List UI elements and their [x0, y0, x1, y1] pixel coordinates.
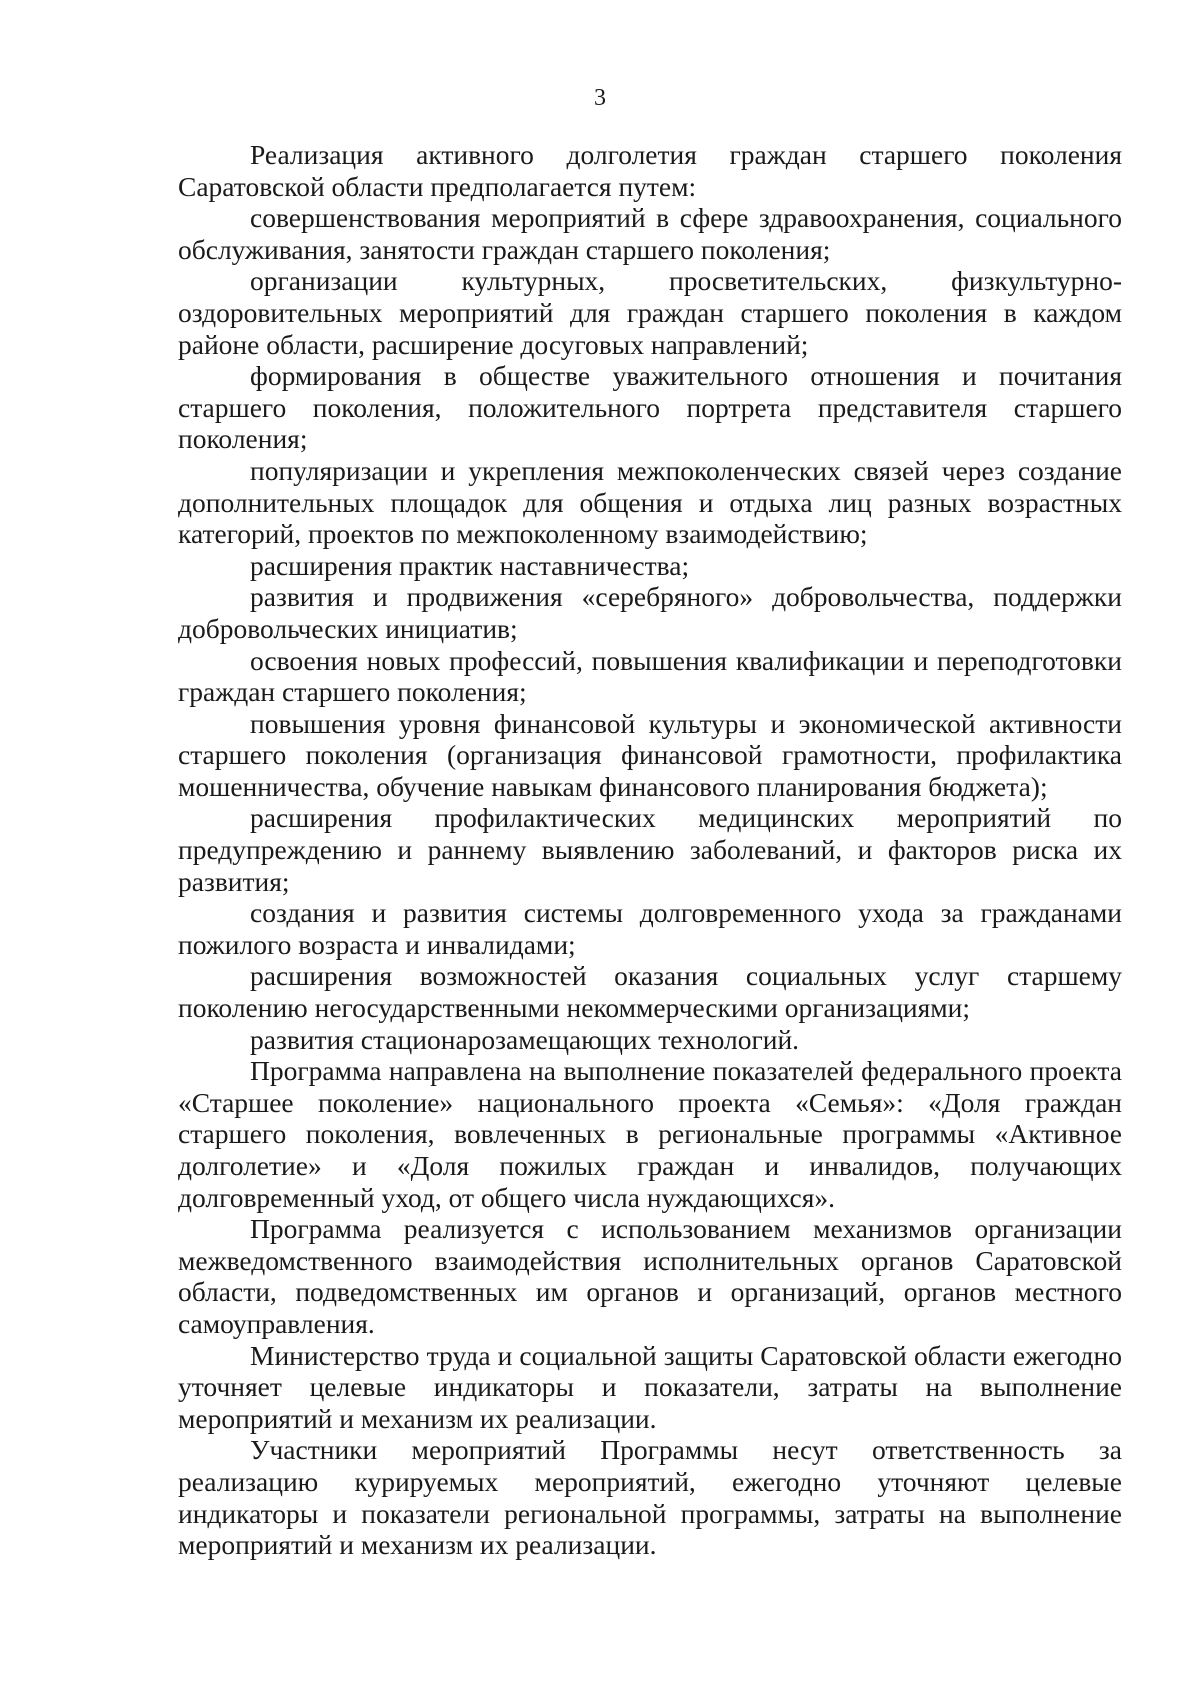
list-item: расширения профилактических медицинских мероприятий по предупреждению и раннему выявлению заболеваний, и факторов риска их развития; [178, 802, 1122, 897]
list-item: формирования в обществе уважительного отношения и почитания старшего поколения, положительного портрета представителя старшего поколения; [178, 360, 1122, 455]
list-item: организации культурных, просветительских, физкультурно-оздоровительных мероприятий для граждан старшего поколения в каждом районе области, расширение досуговых направлений; [178, 265, 1122, 360]
paragraph-program-goals: Программа направлена на выполнение показателей федерального проекта «Старшее поколение» национального проекта «Семья»: «Доля граждан старшего поколения, вовлеченных в региональные программы «Активное долголетие» и «Доля пожилых граждан и инвалидов, получающих долговременный уход, от общего числа нуждающихся». [178, 1055, 1122, 1213]
list-item: популяризации и укрепления межпоколенческих связей через создание дополнительных площадок для общения и отдыха лиц разных возрастных категорий, проектов по межпоколенному взаимодействию; [178, 454, 1122, 550]
list-item: расширения практик наставничества; [250, 549, 690, 581]
paragraph-program-mechanisms: Программа реализуется с использованием механизмов организации межведомственного взаимодействия исполнительных органов Саратовской области, подведомственных им органов и организаций, органов местного самоуправления. [178, 1213, 1122, 1339]
paragraph-ministry: Министерство труда и социальной защиты Саратовской области ежегодно уточняет целевые индикаторы и показатели, затраты на выполнение мероприятий и механизм их реализации. [178, 1339, 1122, 1434]
page-number: 3 [594, 85, 606, 111]
list-item: повышения уровня финансовой культуры и экономической активности старшего поколения (организация финансовой грамотности, профилактика мошенничества, обучение навыкам финансового планирования бюджета); [178, 707, 1122, 802]
list-item: развития стационарозамещающих технологий. [250, 1023, 800, 1055]
list-item: совершенствования мероприятий в сфере здравоохранения, социального обслуживания, занятости граждан старшего поколения; [178, 202, 1122, 265]
document-body [178, 139, 1122, 1561]
list-item: расширения возможностей оказания социальных услуг старшему поколению негосударственными некоммерческими организациями; [178, 960, 1122, 1024]
paragraph-participants: Участники мероприятий Программы несут ответственность за реализацию курируемых мероприятий, ежегодно уточняют целевые индикаторы и показатели региональной программы, затраты на выполнение мероприятий и механизм их реализации. [178, 1434, 1122, 1561]
list-item: создания и развития системы долговременного ухода за гражданами пожилого возраста и инвалидами; [178, 897, 1122, 960]
list-item: освоения новых профессий, повышения квалификации и переподготовки граждан старшего поколения; [178, 644, 1122, 708]
list-item: развития и продвижения «серебряного» добровольчества, поддержки добровольческих инициатив; [178, 581, 1122, 644]
paragraph-intro: Реализация активного долголетия граждан старшего поколения Саратовской области предполагается путем: [178, 139, 1122, 202]
